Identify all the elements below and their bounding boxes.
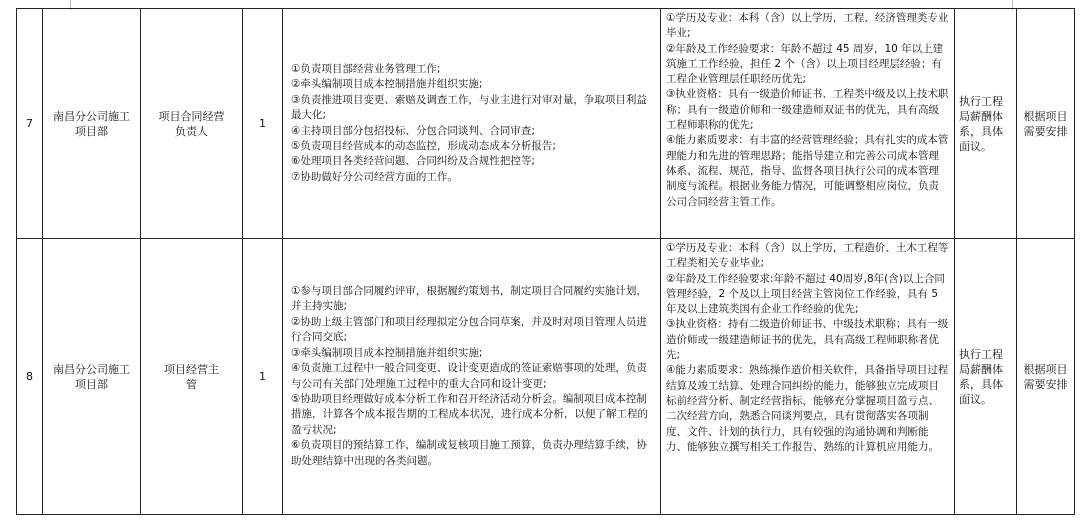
table-row [17, 239, 1075, 515]
remark-note: 根据项目需要安排 [1023, 362, 1068, 391]
headcount-cell [243, 9, 283, 239]
headcount: 1 [259, 370, 266, 383]
duty-item: ③负责推进项目变更、索赔及调查工作，与业主进行对审对量，争取项目利益最大化; [291, 93, 647, 122]
remark-note: 根据项目需要安排 [1023, 109, 1068, 138]
remark-cell [1017, 239, 1075, 515]
salary-note: 执行工程局薪酬体系，具体面议。 [959, 94, 1003, 153]
position-cell [141, 239, 243, 515]
job-requirements-table [16, 8, 1075, 515]
requirement-item: ①学历及专业：本科（含）以上学历，工程、经济管理类专业毕业; [666, 12, 949, 40]
row-number-cell [17, 9, 43, 239]
duties-cell [283, 9, 661, 239]
position-title: 项目合同经营负责人 [158, 109, 225, 138]
requirement-item: ②年龄及工作经验要求:年龄不超过 40周岁,8年(含)以上合同管理经验，2 个及以上项目经营主管岗位工作经验，具有 5 年及以上建筑类国有企业工作经验的优先; [666, 272, 945, 316]
duty-item: ⑤协助项目经理做好成本分析工作和召开经济活动分析会。编制项目成本控制措施，计算各个成本报告期的工程成本状况，进行成本分析，以便了解工程的盈亏状况; [291, 392, 648, 436]
headcount: 1 [259, 117, 266, 130]
requirement-item: ①学历及专业：本科（含）以上学历，工程造价、土木工程等工程类相关专业毕业; [666, 242, 949, 270]
department-cell [43, 9, 141, 239]
headcount-cell [243, 239, 283, 515]
duty-item: ①负责项目部经营业务管理工作; [291, 62, 441, 75]
requirements-list [666, 11, 949, 210]
duty-item: ⑤负责项目经营成本的动态监控，形成动态成本分析报告; [291, 139, 556, 152]
requirement-item: ③执业资格：具有一级造价师证书、工程类中级及以上技术职称；具有一级造价师和一级建造师双证书的优先，具有高级工程师职称的优先; [666, 88, 949, 132]
requirement-item: ④能力素质要求：有丰富的经营管理经验；具有扎实的成本管理能力和先进的管理思路；能指导建立和完善公司成本管理体系、流程、规范，指导、监督各项目执行公司的成本管理制度与流程。根据业务能力情况，可能调整相应岗位，负责公司合同经营主管工作。 [666, 134, 949, 208]
department-name: 南昌分公司施工项目部 [53, 109, 130, 138]
requirement-item: ④能力素质要求：熟练操作造价相关软件，具备指导项目过程结算及竣工结算、处理合同纠纷的能力，能够独立完成项目标前经营分析、制定经营指标，能够充分掌握项目盈亏点、二次经营方向，熟悉合同谈判要点，具有贯彻落实各项制度、文件、计划的执行力，具有较强的沟通协调和判断能力、能够独立撰写相关工作报告、熟练的计算机应用能力。 [666, 364, 949, 453]
salary-note: 执行工程局薪酬体系，具体面议。 [959, 347, 1003, 406]
table-row [17, 9, 1075, 239]
remark-cell [1017, 9, 1075, 239]
requirement-item: ②年龄及工作经验要求：年龄不超过 45 周岁，10 年以上建筑施工工作经验，担任 2 个（含）以上项目经理层经验；有工程企业管理层任职经历优先; [666, 42, 944, 86]
position-cell [141, 9, 243, 239]
salary-cell [955, 9, 1017, 239]
row-number: 7 [26, 117, 33, 130]
duty-item: ①参与项目部合同履约评审，根据履约策划书，制定项目合同履约实施计划，并主持实施; [291, 285, 647, 313]
requirements-cell [661, 9, 955, 239]
duty-item: ④主持项目部分包招投标、分包合同谈判、合同审查; [291, 124, 535, 137]
duties-cell [283, 239, 661, 515]
duty-item: ⑥处理项目各类经营问题、合同纠纷及合规性把控等; [291, 155, 535, 168]
duties-list [291, 62, 652, 185]
duty-item: ②协助上级主管部门和项目经理拟定分包合同草案，并及时对项目管理人员进行合同交底; [291, 315, 647, 344]
requirements-cell [661, 239, 955, 515]
position-title: 项目经营主管 [164, 362, 219, 391]
row-number-cell [17, 239, 43, 515]
requirement-item: ③执业资格：持有二级造价师证书、中级技术职称；具有一级造价师或一级建造师证书的优先，具有高级工程师职称者优先; [666, 318, 949, 362]
row-number: 8 [26, 370, 33, 383]
duty-item: ②牵头编制项目成本控制措施并组织实施; [291, 78, 483, 91]
requirements-list [666, 241, 949, 455]
department-name: 南昌分公司施工项目部 [53, 362, 130, 391]
duty-item: ⑦协助做好分公司经营方面的工作。 [291, 170, 458, 183]
salary-cell [955, 239, 1017, 515]
duty-item: ③牵头编制项目成本控制措施并组织实施; [291, 346, 483, 359]
duty-item: ⑥负责项目的预结算工作，编制或复核项目施工预算，负责办理结算手续，协助处理结算中出现的各类问题。 [291, 439, 647, 467]
duties-list [291, 284, 652, 469]
department-cell [43, 239, 141, 515]
duty-item: ④负责施工过程中一般合同变更、设计变更造成的签证索赔事项的处理，负责与公司有关部门处理施工过程中的重大合同和设计变更; [291, 362, 647, 390]
